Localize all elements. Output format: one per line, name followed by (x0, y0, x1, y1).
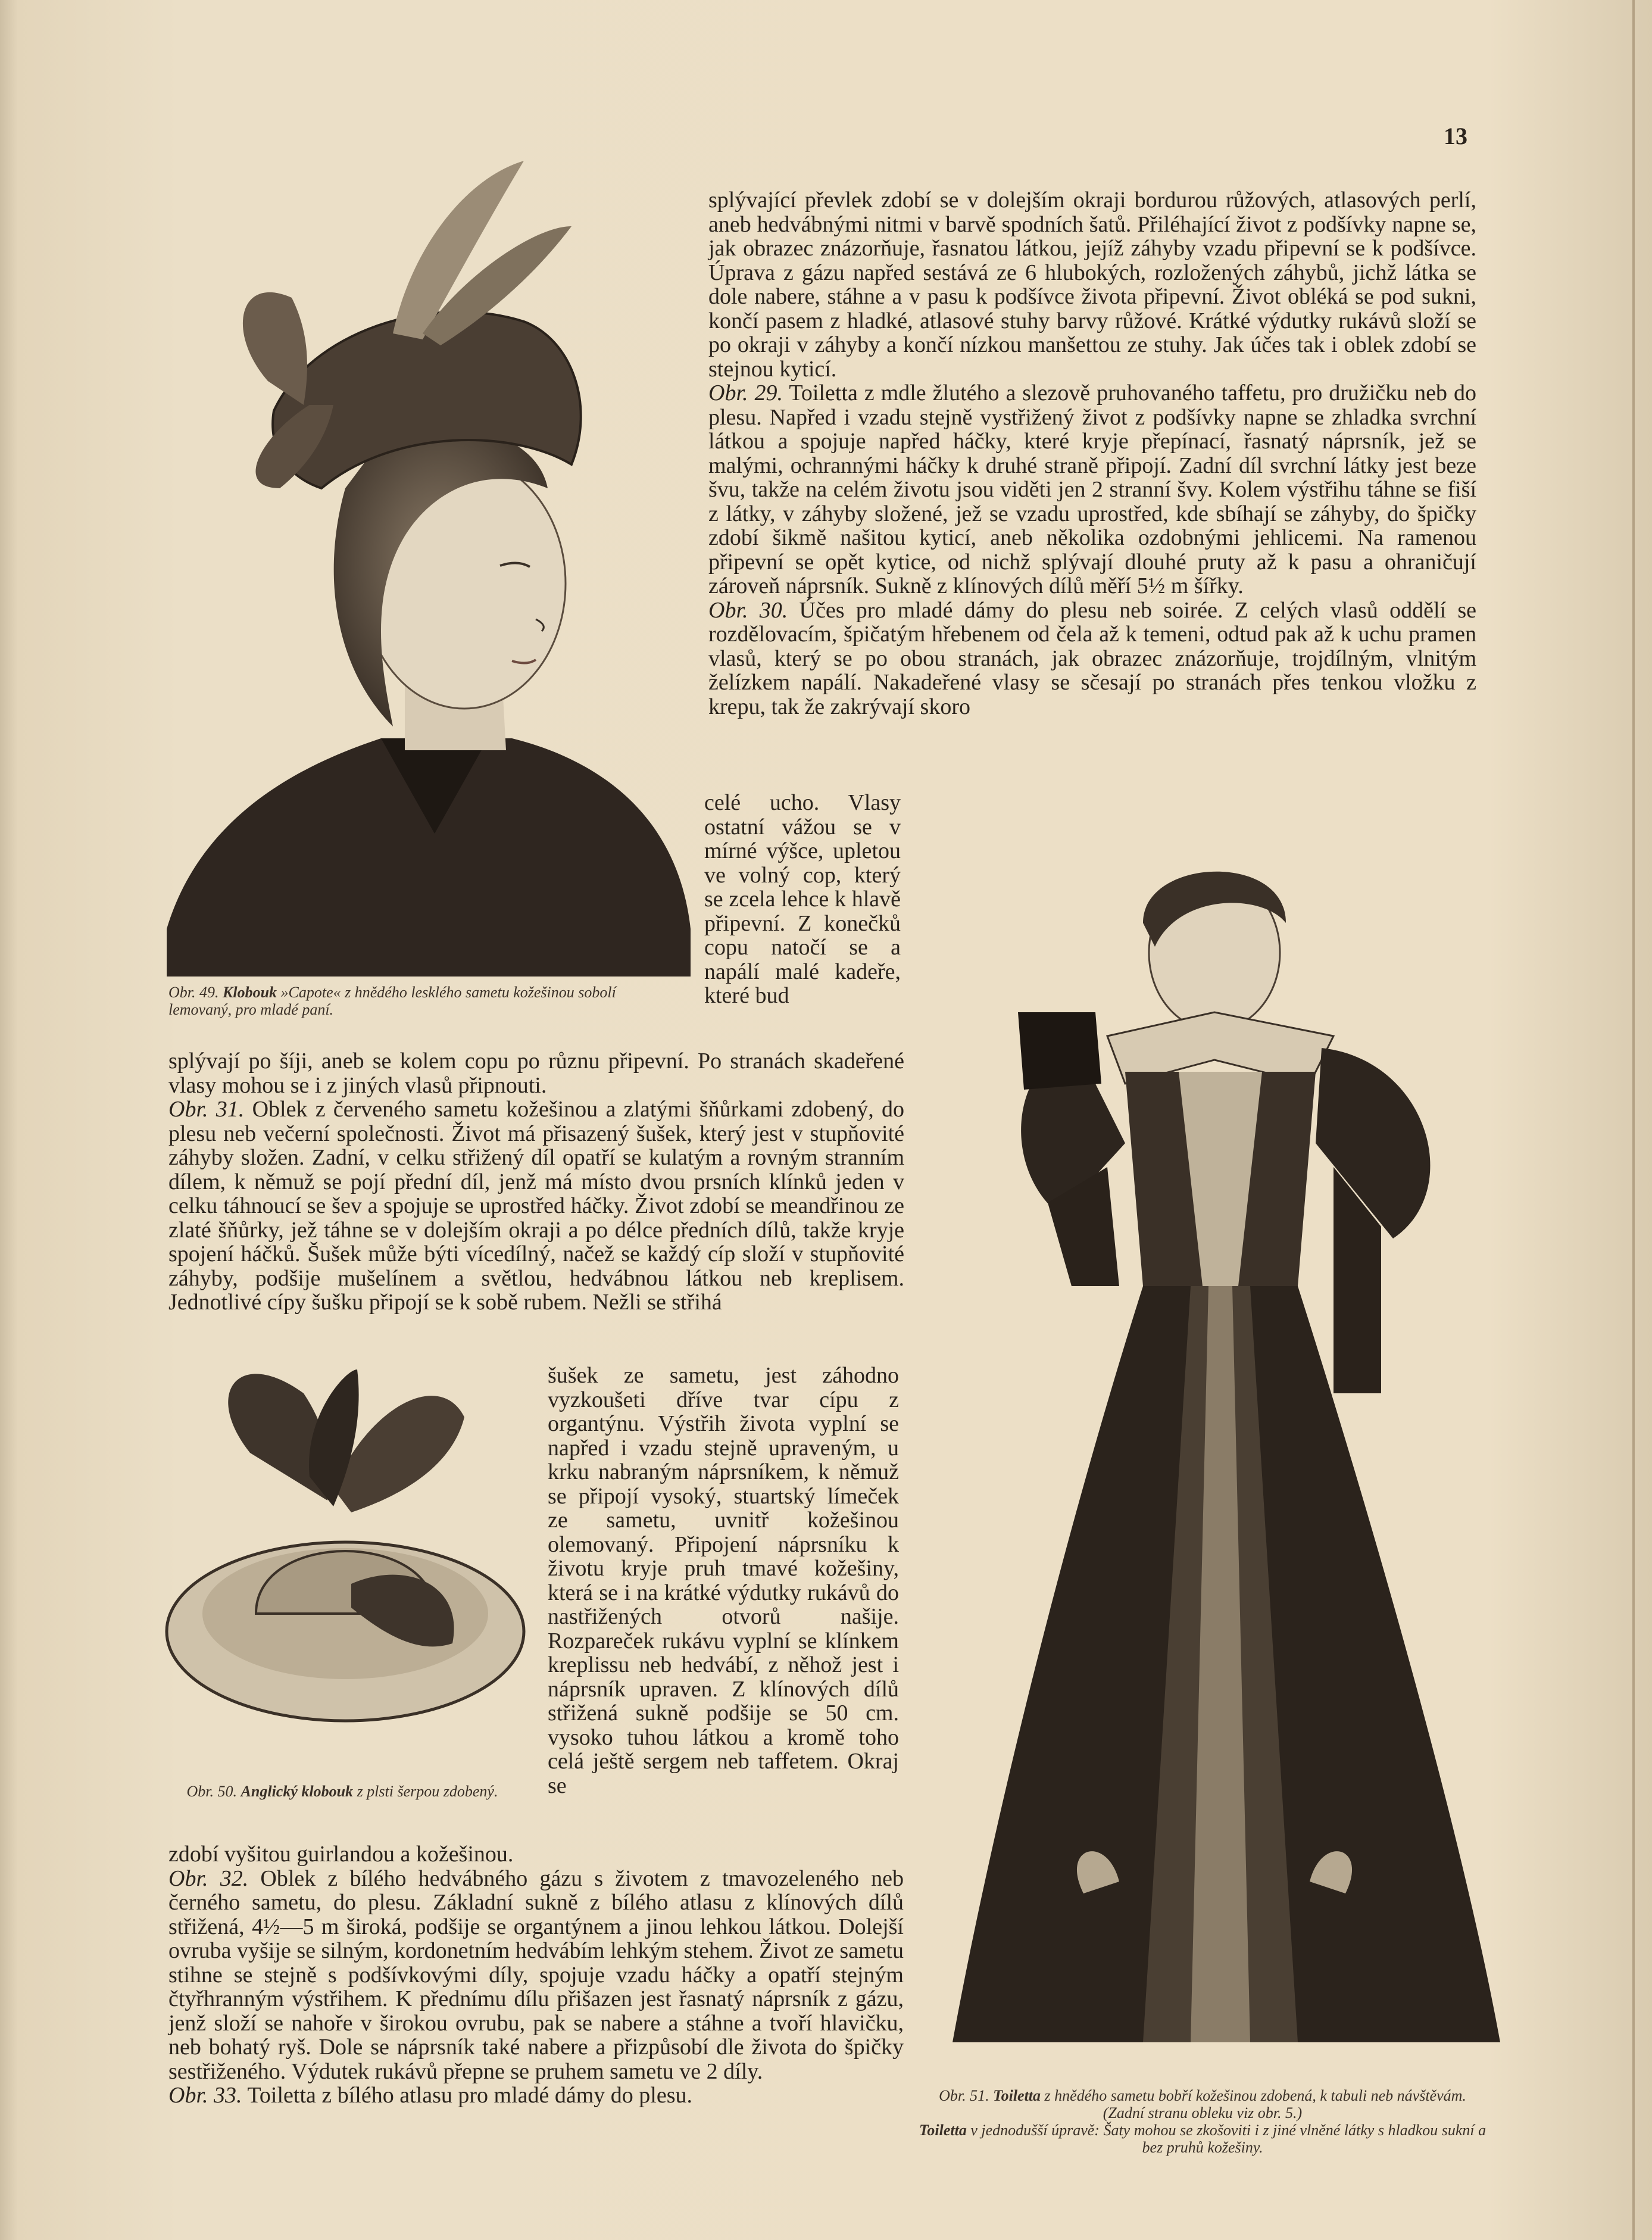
text-column-narrow: celé ucho. Vlasy ostatní vážou se v mírné výšce, upletou ve volný cop, který se zcela lehce k hlavě připevní. Z konečků copu natočí se a napálí malé kadeře, které bud (704, 790, 901, 1008)
paragraph-continuation: splývající převlek zdobí se v dolejším okraji bordurou růžových, atlasových perlí, aneb hedvábnými nitmi v barvě spodních šatů. Přiléhající život z podšívky napne se, jak obrazec znázorňuje, řasnatou látkou, jejíž záhyby vzadu připevní se k podšívce. Úprava z gázu napřed sestává ze 6 hlubokých, rozložených záhybů, jichž látka se dole nabere, stáhne a v pasu k podšívce života připevní. Život obléká se pod sukni, končí pasem z hladké, atlasové stuhy barvy růžové. Krátké výdutky rukávů složí se po okraji v záhyby a končí nízkou manšettou ze stuhy. Jak účes tak i oblek zdobí se stejnou kyticí. (708, 188, 1476, 382)
figure-51-toiletta-dress (929, 834, 1512, 2072)
paragraph-continuation-2: splývají po šíji, aneb se kolem copu po různu připevní. Po stranách skadeřené vlasy mohou se i z jiných vlasů připnouti. (168, 1049, 904, 1098)
paragraph-obr-31: Obr. 31. Oblek z červeného sametu kožešinou a zlatými šňůrkami zdobený, do plesu neb večerní společnosti. Život má přisazený šušek, který jest v stupňovité záhyby složen. Zadní, v celku střižený díl opatří se kulatým a rovným stranním dílem, k němuž se pojí přední díl, jenž má místo dvou prsních klínků jeden v celku táhnoucí se šev a spojuje se uprostřed háčky. Život zdobí se meandřinou ze zlaté šňůrky, jež táhne se v dolejším okraji a po délce předních dílů, takže kryje spojení háčků. Šušek může býti vícedílný, načež se každý cíp složí v stupňovité záhyby, podšije mušelínem a světlou, hedvábnou látkou neb kreplisem. Jednotlivé cípy šušku připojí se k sobě rubem. Nežli se střihá (168, 1097, 904, 1315)
paragraph-obr-33: Obr. 33. Toiletta z bílého atlasu pro mladé dámy do plesu. (168, 2083, 693, 2108)
caption-figure-49: Obr. 49. Klobouk »Capote« z hnědého lesklého sametu kožešinou sobolí lemovaný, pro mladé paní. (168, 984, 616, 1018)
text-column-upper-right (708, 188, 1476, 719)
paragraph-obr-32: Obr. 32. Oblek z bílého hedvábného gázu s životem z tmavozeleného neb černého sametu, do plesu. Základní sukně z bílého atlasu z klínových dílů střižená, 4½—5 m široká, podšije se organtýnem a jinou lehkou látkou. Dolejší ovruba vyšije se silným, kordonetním hedvábím lehkým stehem. Život ze sametu stihne se stejně s podšívkovými díly, spojuje vzadu háčky a opatří stejným čtyřhranným výstřihem. K přednímu dílu přišazen jest řasnatý náprsník z gázu, jenž složí se nahoře v širokou ovrubu, pak se nabere a stáhne a tvoří hlavičku, neb bohatý ryš. Dole se náprsník také nabere a přizpůsobí dle života do špičky sestřiženého. Výdutek rukávů přepne se pruhem sametu ve 2 díly. (168, 1865, 904, 2084)
text-column-lower-left (168, 1842, 904, 2108)
page-number: 13 (1444, 123, 1467, 149)
text-column-beside-hat: šušek ze sametu, jest záhodno vyzkoušeti dříve tvar cípu z organtýnu. Výstřih života vyplní se napřed i vzadu stejně upraveným, u krku nabraným náprsníkem, k němuž se připojí vysoký, stuartský límeček ze sametu, uvnitř kožešinou olemovaný. Připojení náprsníku k životu kryje pruh tmavé kožešiny, která se i na krátké výdutky rukávů do nastřižených otvorů našije. Rozpareček rukávu vyplní se klínkem kreplissu neb hedvábí, z něhož jest i náprsník upraven. Z klínových dílů střižená sukně podšije se 50 cm. vysoko tuhou látkou a kromě toho celá ještě sergem neb taffetem. Okraj se (548, 1363, 899, 1798)
page-edge (1632, 0, 1635, 2240)
paragraph-obr-29: Obr. 29. Toiletta z mdle žlutého a slezově pruhovaného taffetu, pro družičku neb do plesu. Napřed i vzadu stejně vystřižený život z podšívky napne se zhladka svrchní látkou a spojuje napřed háčky, které kryje přepínací, řasnatý náprsník, jež se malými, ochrannými háčky k druhé straně připojí. Zadní díl svrchní látky jest beze švu, takže na celém životu jsou viděti jen 2 stranní švy. Kolem výstřihu táhne se fiší z látky, v záhyby složené, jež se vzadu uprostřed, kde sbíhají se záhyby, do špičky zdobí šikmě našitou kyticí, aneb několika ozdobnými jehlicemi. Na ramenou připevní se opět kytice, od nichž splývají dlouhé pruty až k pasu a ohraničují zároveň náprsník. Sukně z klínových dílů měří 5½ m šířky. (708, 380, 1476, 598)
caption-figure-51: Obr. 51. Toiletta z hnědého sametu bobří kožešinou zdobená, k tabuli neb návštěvám. (Zadní stranu obleku viz obr. 5.) Toiletta v jednodušší úpravě: Šaty mohou se zkošoviti i z jiné vlněné látky s hladkou sukní a bez pruhů kožešiny. (919, 2087, 1487, 2156)
figure-49-hat-portrait (155, 155, 691, 977)
caption-figure-50: Obr. 50. Anglický klobouk z plsti šerpou zdobený. (186, 1783, 498, 1800)
paragraph-obr-30: Obr. 30. Účes pro mladé dámy do plesu neb soirée. Z celých vlasů oddělí se rozdělovacím, špičatým hřebenem od čela až k temeni, odtud pak až k uchu pramen vlasů, který se po obou stranách, jak obrazec znázorňuje, trojdílným, vlnitým želízkem napálí. Nakadeřené vlasy se sčesají po stranách přes tenkou vložku z krepu, tak že zakrývají skoro (708, 597, 1477, 719)
figure-50-english-hat (155, 1334, 536, 1762)
paragraph-guirlande: zdobí vyšitou guirlandou a kožešinou. (168, 1842, 514, 1867)
text-column-left (168, 1049, 904, 1315)
